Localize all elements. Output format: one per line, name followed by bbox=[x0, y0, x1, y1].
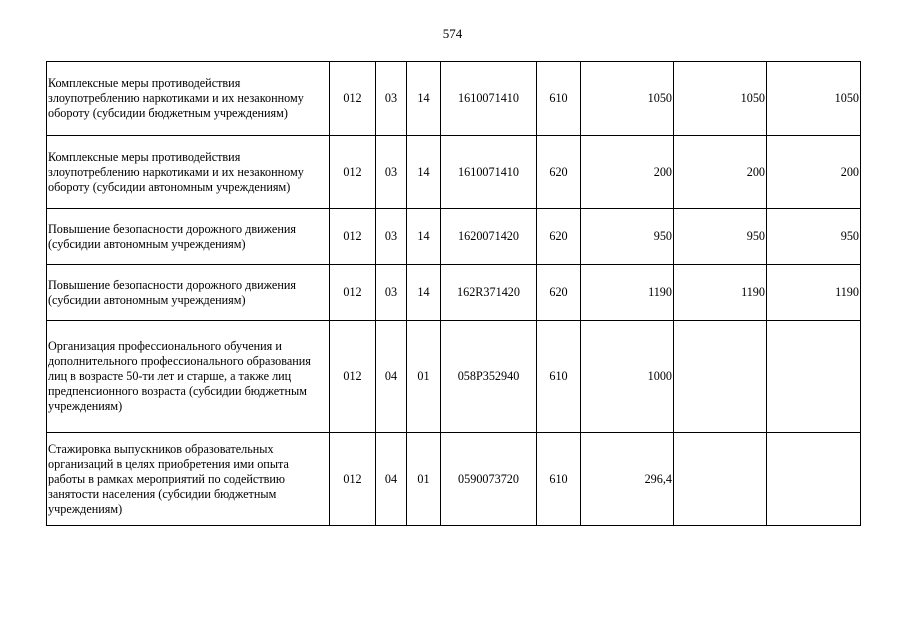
section-code: 04 bbox=[376, 321, 407, 433]
row-name: Стажировка выпускников образовательных организаций в целях приобретения ими опыта работы в рамках мероприятий по содействию занятости населения (субсидии бюджетным учреждениям) bbox=[47, 433, 330, 526]
amount-year-1: 200 bbox=[581, 136, 674, 209]
expense-type-code: 610 bbox=[537, 62, 581, 136]
amount-year-2: 200 bbox=[674, 136, 767, 209]
subsection-code: 14 bbox=[407, 136, 441, 209]
subsection-code: 01 bbox=[407, 321, 441, 433]
row-name: Организация профессионального обучения и дополнительного профессионального образования лиц в возрасте 50-ти лет и старше, а также лиц предпенсионного возраста (субсидии бюджетным учреждениям) bbox=[47, 321, 330, 433]
target-article-code: 058P352940 bbox=[441, 321, 537, 433]
subsection-code: 14 bbox=[407, 209, 441, 265]
expense-type-code: 620 bbox=[537, 209, 581, 265]
ministry-code: 012 bbox=[330, 321, 376, 433]
amount-year-2: 950 bbox=[674, 209, 767, 265]
row-name: Повышение безопасности дорожного движения (субсидии автономным учреждениям) bbox=[47, 209, 330, 265]
table-row bbox=[47, 136, 861, 209]
ministry-code: 012 bbox=[330, 433, 376, 526]
target-article-code: 1610071410 bbox=[441, 62, 537, 136]
budget-table bbox=[46, 61, 861, 526]
amount-year-3 bbox=[767, 321, 861, 433]
target-article-code: 0590073720 bbox=[441, 433, 537, 526]
table-row bbox=[47, 433, 861, 526]
page-number: 574 bbox=[442, 26, 463, 41]
ministry-code: 012 bbox=[330, 265, 376, 321]
amount-year-1: 1000 bbox=[581, 321, 674, 433]
amount-year-2 bbox=[674, 433, 767, 526]
amount-year-3: 1190 bbox=[767, 265, 861, 321]
expense-type-code: 610 bbox=[537, 433, 581, 526]
ministry-code: 012 bbox=[330, 136, 376, 209]
expense-type-code: 620 bbox=[537, 136, 581, 209]
expense-type-code: 610 bbox=[537, 321, 581, 433]
table-row bbox=[47, 265, 861, 321]
ministry-code: 012 bbox=[330, 62, 376, 136]
amount-year-3 bbox=[767, 433, 861, 526]
amount-year-2: 1190 bbox=[674, 265, 767, 321]
table-row bbox=[47, 209, 861, 265]
amount-year-1: 1190 bbox=[581, 265, 674, 321]
amount-year-1: 950 bbox=[581, 209, 674, 265]
amount-year-3: 950 bbox=[767, 209, 861, 265]
amount-year-1: 296,4 bbox=[581, 433, 674, 526]
table-row bbox=[47, 321, 861, 433]
row-name: Комплексные меры противодействия злоупотреблению наркотиками и их незаконному обороту (субсидии автономным учреждениям) bbox=[47, 136, 330, 209]
amount-year-3: 200 bbox=[767, 136, 861, 209]
section-code: 03 bbox=[376, 209, 407, 265]
section-code: 03 bbox=[376, 62, 407, 136]
subsection-code: 14 bbox=[407, 265, 441, 321]
amount-year-3: 1050 bbox=[767, 62, 861, 136]
row-name: Повышение безопасности дорожного движения (субсидии автономным учреждениям) bbox=[47, 265, 330, 321]
expense-type-code: 620 bbox=[537, 265, 581, 321]
amount-year-1: 1050 bbox=[581, 62, 674, 136]
subsection-code: 14 bbox=[407, 62, 441, 136]
amount-year-2: 1050 bbox=[674, 62, 767, 136]
table-row bbox=[47, 62, 861, 136]
section-code: 03 bbox=[376, 265, 407, 321]
section-code: 03 bbox=[376, 136, 407, 209]
subsection-code: 01 bbox=[407, 433, 441, 526]
target-article-code: 1610071410 bbox=[441, 136, 537, 209]
target-article-code: 1620071420 bbox=[441, 209, 537, 265]
section-code: 04 bbox=[376, 433, 407, 526]
target-article-code: 162R371420 bbox=[441, 265, 537, 321]
row-name: Комплексные меры противодействия злоупотреблению наркотиками и их незаконному обороту (субсидии бюджетным учреждениям) bbox=[47, 62, 330, 136]
ministry-code: 012 bbox=[330, 209, 376, 265]
amount-year-2 bbox=[674, 321, 767, 433]
